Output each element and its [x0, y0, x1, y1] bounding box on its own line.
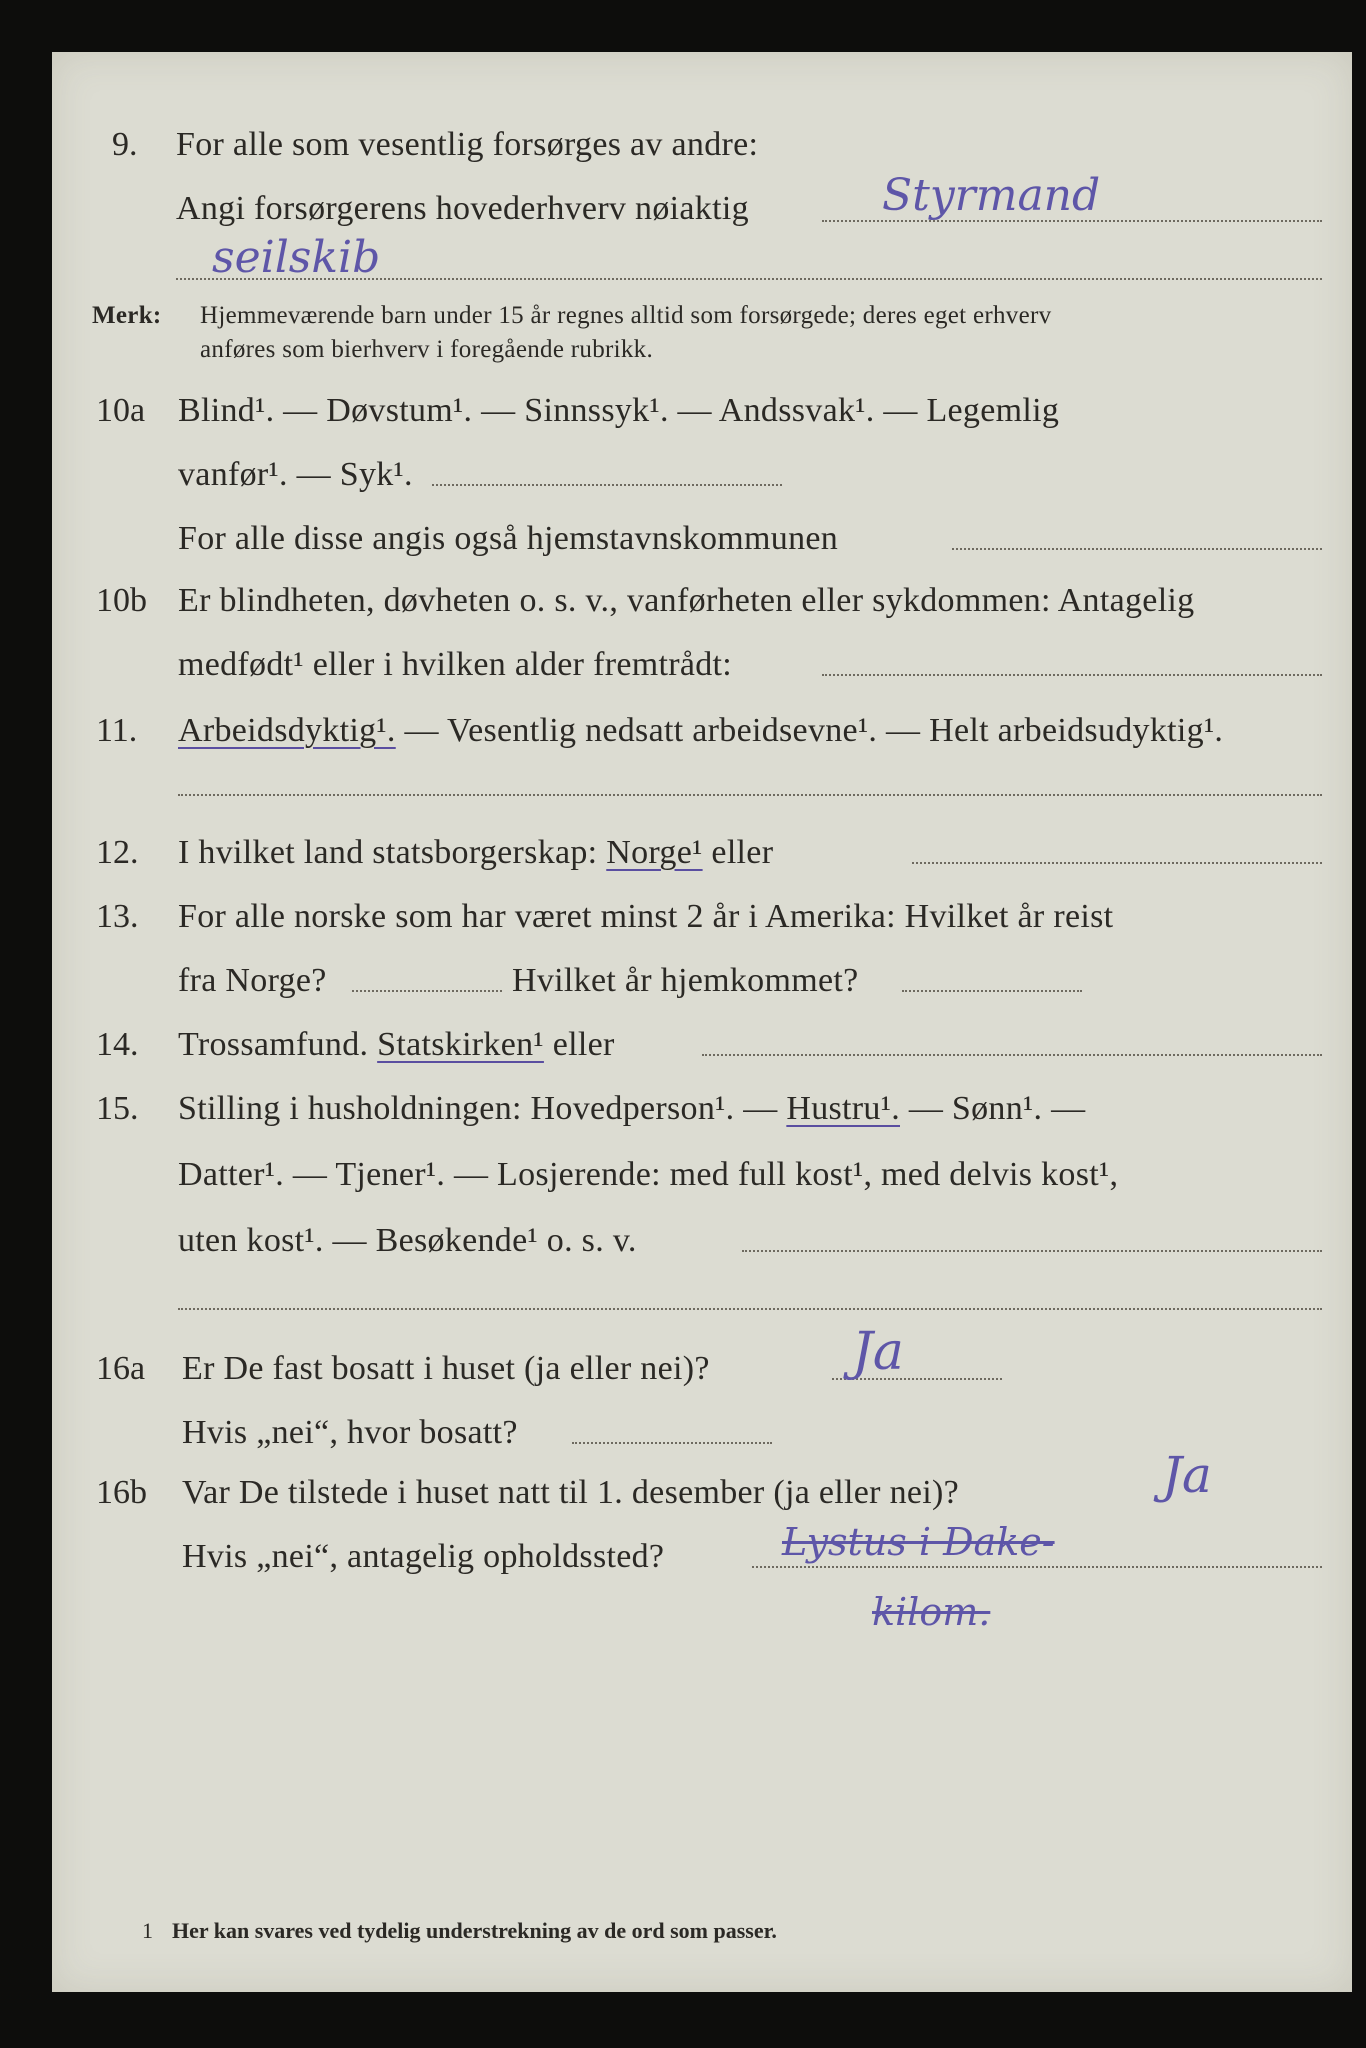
q11-line: [178, 712, 1223, 750]
q14-underlined-choice: Statskirken¹: [377, 1026, 544, 1063]
q13-line2b: Hvilket år hjemkommet?: [512, 962, 859, 999]
q16a-line2: Hvis „nei“, hvor bosatt?: [182, 1414, 518, 1451]
q9-number: 9.: [112, 126, 138, 163]
merk-line2: anføres som bierhverv i foregående rubrikk.: [200, 336, 654, 363]
q12-post: eller: [711, 834, 774, 871]
q10b-number: 10b: [96, 582, 147, 619]
q16b-answer-handwriting: Ja: [1162, 1446, 1212, 1504]
q10a-answer-line: [432, 484, 782, 486]
q14-line: [178, 1026, 615, 1064]
footnote-text: Her kan svares ved tydelig understrekning av de ord som passer.: [172, 1918, 777, 1943]
q10a-line2: vanfør¹. — Syk¹.: [178, 456, 413, 493]
q10b-answer-line: [822, 674, 1322, 676]
q9-line2: Angi forsørgerens hovederhverv nøiaktig: [176, 190, 749, 227]
q10a-number: 10a: [96, 392, 146, 429]
q13-number: 13.: [96, 898, 139, 935]
q11-underlined-choice: Arbeidsdyktig¹.: [178, 712, 396, 749]
footnote-marker: 1: [142, 1918, 153, 1943]
q15-number: 15.: [96, 1090, 139, 1127]
q16b-answer-line: [752, 1566, 1322, 1568]
q12-underlined-choice: Norge¹: [606, 834, 703, 871]
q15-answer-line2: [178, 1308, 1322, 1310]
q14-post: eller: [552, 1026, 615, 1063]
q15-underlined-choice: Hustru¹.: [786, 1090, 900, 1127]
q9-answer-handwriting-1: Styrmand: [882, 170, 1101, 221]
q12-answer-line: [912, 862, 1322, 864]
q15-line1: [178, 1090, 1085, 1128]
q12-number: 12.: [96, 834, 139, 871]
q9-answer-handwriting-2: seilskib: [212, 232, 381, 283]
q16a-answer-handwriting: Ja: [852, 1322, 904, 1382]
q10a-line1: Blind¹. — Døvstum¹. — Sinnssyk¹. — Andssvak¹. — Legemlig: [178, 392, 1060, 429]
q12-pre: I hvilket land statsborgerskap:: [178, 834, 598, 871]
q16a-number: 16a: [96, 1350, 146, 1387]
q14-pre: Trossamfund.: [178, 1026, 369, 1063]
q15-line3: uten kost¹. — Besøkende¹ o. s. v.: [178, 1222, 637, 1259]
q14-number: 14.: [96, 1026, 139, 1063]
q16a-bosatt-line: [572, 1442, 772, 1444]
q13-line2a: fra Norge?: [178, 962, 327, 999]
q10b-line2: medfødt¹ eller i hvilken alder fremtrådt:: [178, 646, 733, 683]
merk-label: Merk:: [92, 302, 162, 329]
q13-hjemkommet-line: [902, 990, 1082, 992]
q16a-line1: Er De fast bosatt i huset (ja eller nei)?: [182, 1350, 710, 1387]
q15-answer-line: [742, 1250, 1322, 1252]
q12-line: [178, 834, 773, 872]
merk-line1: Hjemmeværende barn under 15 år regnes alltid som forsørgede; deres eget erhverv: [200, 302, 1052, 329]
q15-line1-pre: Stilling i husholdningen: Hovedperson¹. —: [178, 1090, 778, 1127]
q9-line1: For alle som vesentlig forsørges av andre:: [176, 126, 759, 163]
q10b-line1: Er blindheten, døvheten o. s. v., vanførheten eller sykdommen: Antagelig: [178, 582, 1195, 619]
q10a-line3: For alle disse angis også hjemstavnskommunen: [178, 520, 839, 557]
q14-answer-line: [702, 1054, 1322, 1056]
q16b-line1: Var De tilstede i huset natt til 1. desember (ja eller nei)?: [182, 1474, 960, 1511]
q16b-struck-handwriting-2: kilom.: [872, 1590, 991, 1634]
q11-number: 11.: [96, 712, 138, 749]
q16b-line2: Hvis „nei“, antagelig opholdssted?: [182, 1538, 665, 1575]
q10a-kommune-line: [952, 548, 1322, 550]
q13-reist-line: [352, 990, 502, 992]
census-form-page: [52, 52, 1352, 1992]
q16b-struck-handwriting-1: Lystus i Dake-: [782, 1520, 1055, 1564]
q15-line1-post: — Sønn¹. —: [908, 1090, 1086, 1127]
q13-line1: For alle norske som har været minst 2 år i Amerika: Hvilket år reist: [178, 898, 1114, 935]
q11-answer-line: [178, 794, 1322, 796]
q16b-number: 16b: [96, 1474, 147, 1511]
q11-rest: — Vesentlig nedsatt arbeidsevne¹. — Helt arbeidsudyktig¹.: [404, 712, 1224, 749]
q15-line2: Datter¹. — Tjener¹. — Losjerende: med full kost¹, med delvis kost¹,: [178, 1156, 1119, 1193]
